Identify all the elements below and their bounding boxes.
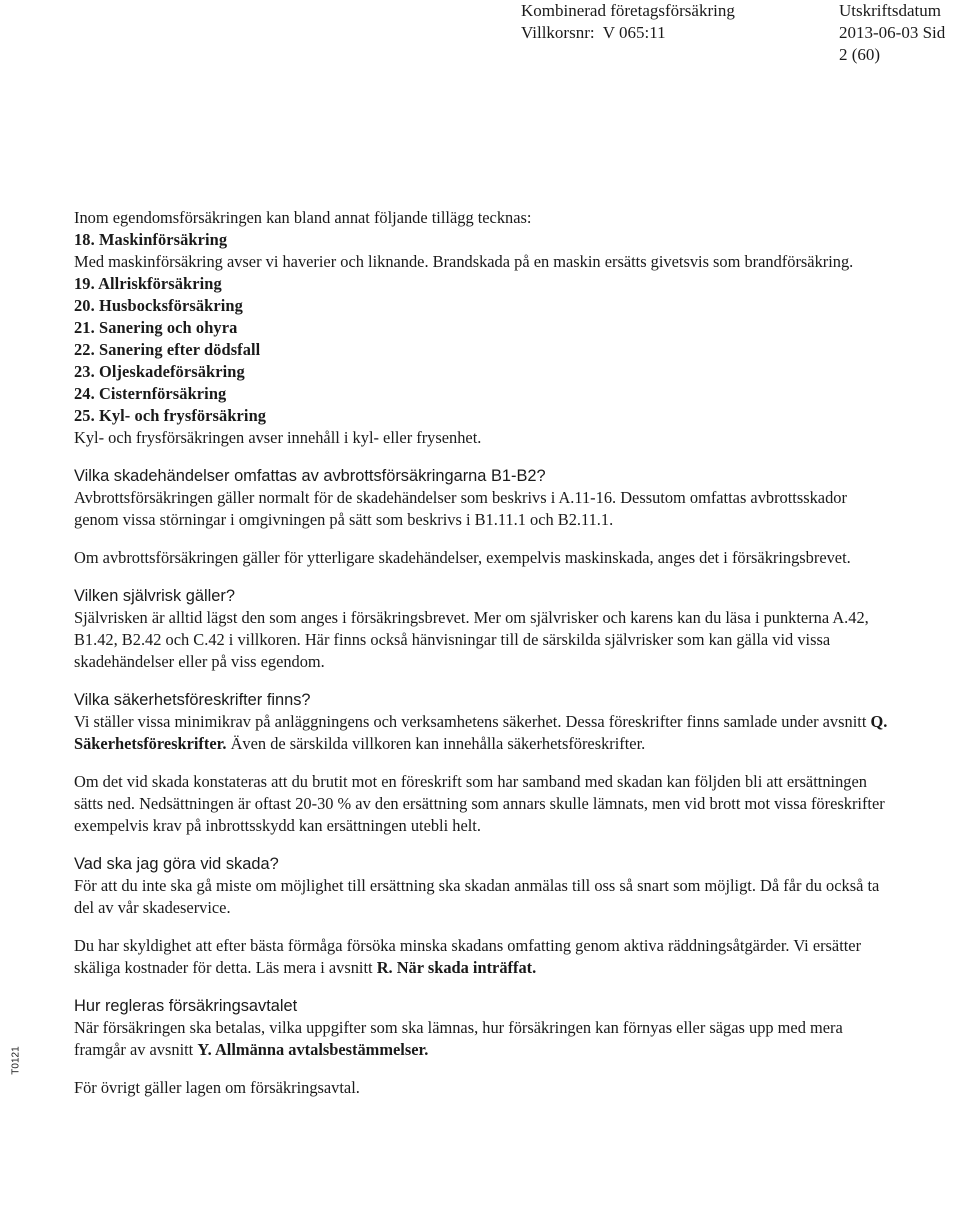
list-item: 20. Husbocksförsäkring bbox=[74, 296, 243, 315]
section-heading: Vilka säkerhetsföreskrifter finns? bbox=[74, 691, 311, 709]
section-heading: Vilken självrisk gäller? bbox=[74, 587, 235, 605]
section-reference: Y. Allmänna avtalsbestämmelser. bbox=[197, 1040, 429, 1059]
section-heading: Vad ska jag göra vid skada? bbox=[74, 855, 279, 873]
section-paragraph: För övrigt gäller lagen om försäkringsavtal. bbox=[74, 1078, 360, 1097]
list-item: 23. Oljeskadeförsäkring bbox=[74, 362, 245, 381]
section-reference: R. När skada inträffat. bbox=[376, 958, 537, 977]
document-title: Kombinerad företagsförsäkring bbox=[521, 1, 735, 20]
policy-value: V 065:11 bbox=[602, 23, 666, 42]
list-item: 22. Sanering efter dödsfall bbox=[74, 340, 261, 359]
text-run: Du har skyldighet att efter bästa förmåga försöka minska skadans omfatting genom aktiva räddningsåtgärder. Vi ersätter skäliga kostnader för detta. Läs mera i avsnitt bbox=[74, 936, 862, 977]
form-code: T0121 bbox=[10, 1046, 22, 1075]
section-avbrott bbox=[74, 465, 888, 569]
list-item: 24. Cisternförsäkring bbox=[74, 384, 227, 403]
list-item: 19. Allriskförsäkring bbox=[74, 274, 222, 293]
text-run: Även de särskilda villkoren kan innehålla säkerhetsföreskrifter. bbox=[226, 734, 646, 753]
section-paragraph: Om det vid skada konstateras att du brutit mot en föreskrift som har samband med skadan kan följden bli att ersättningen sätts ned. Nedsättningen är oftast 20-30 % av den ersättning som annars skulle lämnats, men vid brott mot vissa föreskrifter exempelvis krav på inbrottsskydd kan ersättningen utebli helt. bbox=[74, 772, 885, 835]
document-body bbox=[74, 207, 888, 1099]
policy-label: Villkorsnr: bbox=[521, 23, 595, 42]
print-date bbox=[839, 22, 945, 44]
print-date-label: Utskriftsdatum bbox=[839, 1, 941, 20]
section-heading: Hur regleras försäkringsavtalet bbox=[74, 997, 298, 1015]
section-paragraph: För att du inte ska gå miste om möjlighet till ersättning ska skadan anmälas till oss så snart som möjligt. Då får du också ta del av vår skadeservice. bbox=[74, 876, 880, 917]
intro-text: Inom egendomsförsäkringen kan bland annat följande tillägg tecknas: bbox=[74, 208, 532, 227]
section-paragraph bbox=[74, 711, 888, 755]
list-item-description: Med maskinförsäkring avser vi haverier och liknande. Brandskada på en maskin ersätts givetsvis som brandförsäkring. bbox=[74, 252, 854, 271]
text-run: Vi ställer vissa minimikrav på anläggningens och verksamhetens säkerhet. Dessa föreskrifter finns samlade under avsnitt bbox=[74, 712, 871, 731]
section-sakerhet bbox=[74, 689, 888, 837]
section-sjalvrisk bbox=[74, 585, 888, 673]
section-paragraph: Om avbrottsförsäkringen gäller för ytterligare skadehändelser, exempelvis maskinskada, anges det i försäkringsbrevet. bbox=[74, 548, 851, 567]
section-avtal bbox=[74, 995, 888, 1099]
header-row-3 bbox=[521, 44, 960, 66]
section-paragraph: Självrisken är alltid lägst den som anges i försäkringsbrevet. Mer om självrisker och karens kan du läsa i punkterna A.42, B1.42, B2.42 och C.42 i villkoren. Här finns också hänvisningar till de särskilda självrisker som kan gälla vid vissa skadehändelser eller på viss egendom. bbox=[74, 608, 869, 671]
list-item: 18. Maskinförsäkring bbox=[74, 230, 228, 249]
section-paragraph bbox=[74, 1017, 888, 1061]
section-skada bbox=[74, 853, 888, 979]
section-reference: Q. Säkerhetsföreskrifter. bbox=[74, 712, 888, 753]
section-heading: Vilka skadehändelser omfattas av avbrottsförsäkringarna B1-B2? bbox=[74, 467, 546, 485]
page-header bbox=[521, 0, 960, 66]
list-item: 25. Kyl- och frysförsäkring bbox=[74, 406, 267, 425]
page-number: 2 (60) bbox=[839, 45, 881, 64]
text-run: När försäkringen ska betalas, vilka uppgifter som ska lämnas, hur försäkringen kan förnyas eller sägas upp med mera framgår av avsnitt bbox=[74, 1018, 843, 1059]
header-row-1 bbox=[521, 0, 960, 22]
print-date-value: 2013-06-03 bbox=[839, 23, 919, 42]
section-paragraph: Avbrottsförsäkringen gäller normalt för de skadehändelser som beskrivs i A.11-16. Dessutom omfattas avbrottsskador genom vissa störningar i omgivningen på sätt som beskrivs i B1.11.1 och B2.11.1. bbox=[74, 488, 847, 529]
list-item: 21. Sanering och ohyra bbox=[74, 318, 238, 337]
page-label: Sid bbox=[922, 23, 946, 42]
section-paragraph bbox=[74, 935, 888, 979]
policy-number bbox=[521, 22, 666, 44]
list-item-description: Kyl- och frysförsäkringen avser innehåll i kyl- eller frysenhet. bbox=[74, 428, 482, 447]
header-row-2 bbox=[521, 22, 960, 44]
